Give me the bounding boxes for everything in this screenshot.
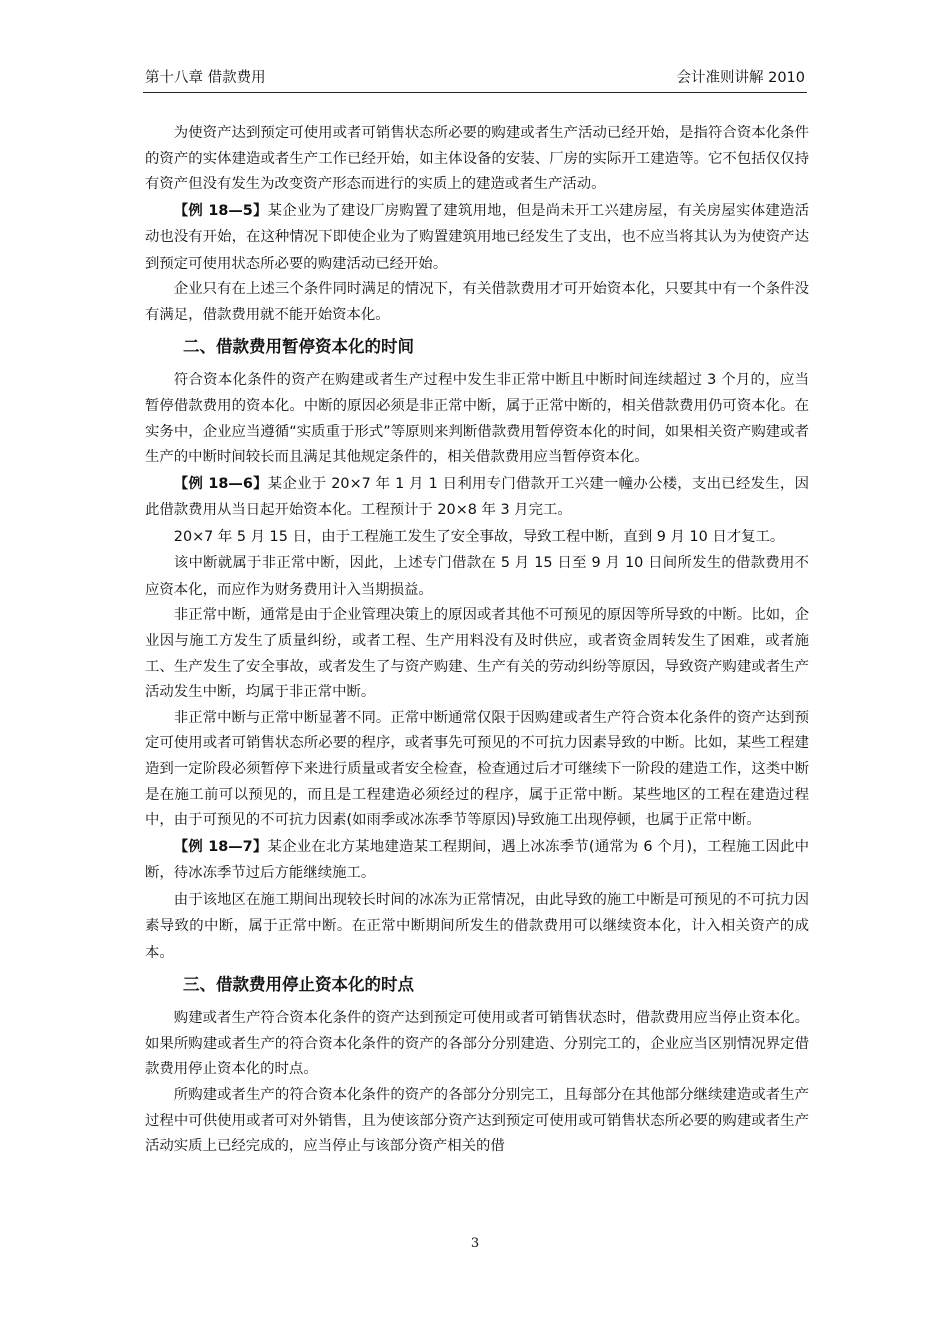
page-body [145,121,809,1160]
example-18-6 [145,471,809,524]
paragraph: 为使资产达到预定可使用或者可销售状态所必要的购建或者生产活动已经开始，是指符合资本化条件的资产的实体建造或者生产工作已经开始，如主体设备的安装、厂房的实际开工建造等。它不包括仅仅持有资产但没有发生为改变资产形态而进行的实质上的建造或者生产活动。 [145,125,809,193]
paragraph: 由于该地区在施工期间出现较长时间的冰冻为正常情况，由此导致的施工中断是可预见的不可抗力因素导致的中断，属于正常中断。在正常中断期间所发生的借款费用可以继续资本化，计入相关资产的成本。 [145,891,809,961]
section-heading: 三、借款费用停止资本化的时点 [183,975,414,995]
example-text: 某企业为了建设厂房购置了建筑用地，但是尚未开工兴建房屋，有关房屋实体建造活动也没有开始，在这种情况下即使企业为了购置建筑用地已经发生了支出，也不应当将其认为为使资产达到预定可使用状态所必要的购建活动已经开始。 [145,202,809,272]
paragraph: 非正常中断与正常中断显著不同。正常中断通常仅限于因购建或者生产符合资本化条件的资产达到预定可使用或者可销售状态所必要的程序，或者事先可预见的不可抗力因素导致的中断。比如，某些工程建造到一定阶段必须暂停下来进行质量或者安全检查，检查通过后才可继续下一阶段的建造工作，这类中断是在施工前可以预见的，而且是工程建造必须经过的程序，属于正常中断。某些地区的工程在建造过程中，由于可预见的不可抗力因素(如雨季或冰冻季节等原因)导致施工出现停顿，也属于正常中断。 [145,709,809,829]
page-number: 3 [470,1236,480,1251]
page-header [143,66,807,93]
paragraph: 购建或者生产符合资本化条件的资产达到预定可使用或者可销售状态时，借款费用应当停止资本化。如果所购建或者生产的符合资本化条件的资产的各部分分别建造、分别完工的，企业应当区别情况界定借款费用停止资本化的时点。 [145,1010,809,1078]
example-label: 【例 18—5】 [173,202,268,219]
paragraph: 符合资本化条件的资产在购建或者生产过程中发生非正常中断且中断时间连续超过 3 个月的，应当暂停借款费用的资本化。中断的原因必须是非正常中断，属于正常中断的，相关借款费用仍可资本化。在实务中，企业应当遵循“实质重于形式”等原则来判断借款费用暂停资本化的时间，如果相关资产购建或者生产的中断时间较长而且满足其他规定条件的，相关借款费用应当暂停资本化。 [145,372,809,466]
example-label: 【例 18—7】 [173,838,268,855]
example-text: 某企业于 20×7 年 1 月 1 日利用专门借款开工兴建一幢办公楼，支出已经发生，因此借款费用从当日起开始资本化。工程预计于 20×8 年 3 月完工。 [145,475,809,519]
example-18-7 [145,834,809,887]
paragraph: 非正常中断，通常是由于企业管理决策上的原因或者其他不可预见的原因等所导致的中断。比如，企业因与施工方发生了质量纠纷，或者工程、生产用料没有及时供应，或者资金周转发生了困难，或者施工、生产发生了安全事故，或者发生了与资产购建、生产有关的劳动纠纷等原因，导致资产购建或者生产活动发生中断，均属于非正常中断。 [145,607,809,701]
paragraph: 企业只有在上述三个条件同时满足的情况下，有关借款费用才可开始资本化，只要其中有一个条件没有满足，借款费用就不能开始资本化。 [145,281,809,323]
book-title: 会计准则讲解 2010 [676,70,805,86]
chapter-title: 第十八章 借款费用 [145,70,266,86]
paragraph: 20×7 年 5 月 15 日，由于工程施工发生了安全事故，导致工程中断，直到 9 月 10 日才复工。 [173,528,785,545]
section-heading: 二、借款费用暂停资本化的时间 [183,337,414,357]
paragraph: 该中断就属于非正常中断，因此，上述专门借款在 5 月 15 日至 9 月 10 日间所发生的借款费用不应资本化，而应作为财务费用计入当期损益。 [145,555,809,598]
example-18-5 [145,198,809,278]
example-text: 某企业在北方某地建造某工程期间，遇上冰冻季节(通常为 6 个月)，工程施工因此中断，待冰冻季节过后方能继续施工。 [145,838,809,882]
example-label: 【例 18—6】 [173,475,268,492]
paragraph: 所购建或者生产的符合资本化条件的资产的各部分分别完工，且每部分在其他部分继续建造或者生产过程中可供使用或者可对外销售，且为使该部分资产达到预定可使用或可销售状态所必要的购建或者生产活动实质上已经完成的，应当停止与该部分资产相关的借 [145,1086,809,1155]
